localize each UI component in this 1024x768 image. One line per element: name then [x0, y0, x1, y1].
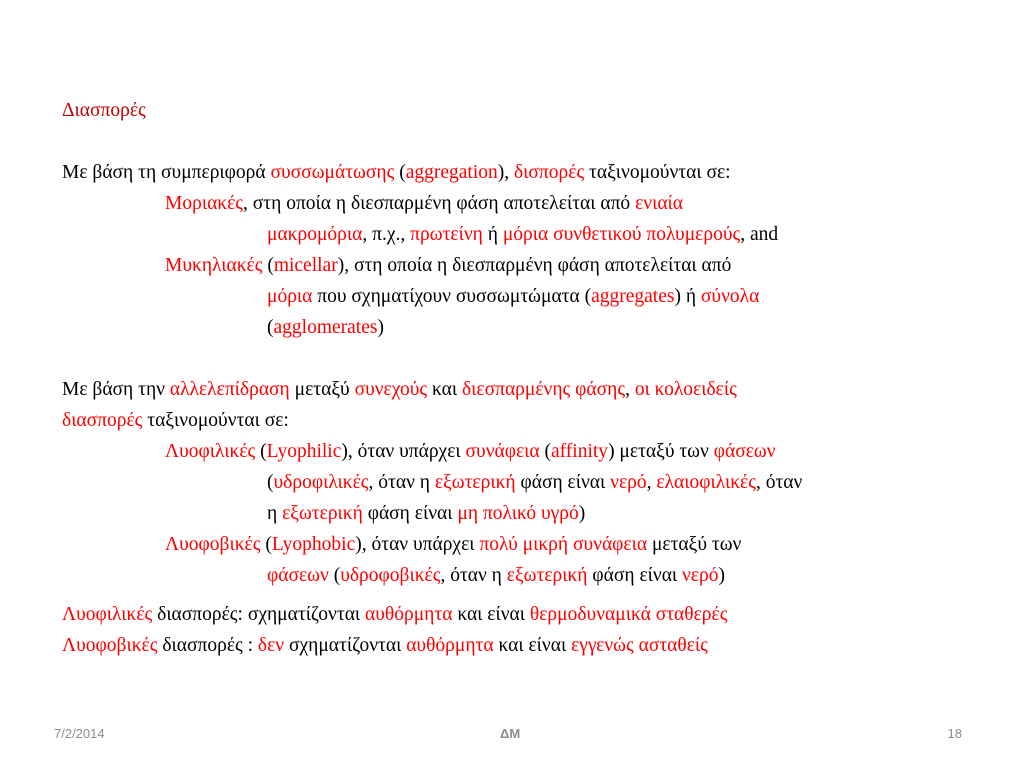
highlighted-term: agglomerates	[273, 317, 378, 338]
highlighted-term: εξωτερική	[434, 472, 516, 493]
highlighted-term: affinity	[551, 441, 609, 462]
text-run: ), όταν υπάρχει	[341, 441, 466, 462]
text-line	[62, 529, 982, 560]
text-line	[62, 312, 982, 343]
text-run: ,	[646, 472, 657, 493]
text-run: , όταν η	[440, 565, 507, 586]
text-run: διασπορές :	[157, 635, 258, 656]
text-run: Με βάση την	[62, 379, 170, 400]
highlighted-term: φάσεων	[713, 441, 776, 462]
highlighted-term: aggregation	[405, 162, 498, 183]
highlighted-term: πρωτείνη	[410, 224, 483, 245]
text-run: ή	[482, 224, 503, 245]
text-line	[62, 498, 982, 529]
highlighted-term: Λυοφιλικές	[165, 441, 256, 462]
text-line	[62, 560, 982, 591]
text-line	[62, 405, 982, 436]
text-run: )	[578, 503, 586, 524]
highlighted-term: Lyophobic	[271, 534, 356, 555]
text-run: , π.χ.,	[362, 224, 411, 245]
highlighted-term: Λυοφιλικές	[62, 604, 153, 625]
text-run: , and	[740, 224, 779, 245]
highlighted-term: θερμοδυναμικά σταθερές	[529, 604, 728, 625]
highlighted-term: εγγενώς ασταθείς	[571, 635, 708, 656]
text-run: ),	[497, 162, 514, 183]
text-run: η	[267, 503, 283, 524]
text-run: (	[267, 317, 274, 338]
text-run: μεταξύ των	[647, 534, 742, 555]
highlighted-term: διασπορές	[62, 410, 143, 431]
text-line	[62, 374, 982, 405]
text-run: (	[260, 534, 272, 555]
highlighted-term: μη πολικό υγρό	[457, 503, 579, 524]
highlighted-term: αυθόρμητα	[406, 635, 494, 656]
text-run: Με βάση τη συμπεριφορά	[62, 162, 271, 183]
text-run: ), στη οποία η διεσπαρμένη φάση αποτελείται από	[337, 255, 732, 276]
highlighted-term: οι κολοειδείς	[634, 379, 737, 400]
slide-body	[62, 157, 982, 661]
footer-page-number: 18	[947, 726, 962, 741]
highlighted-term: micellar	[273, 255, 338, 276]
text-line	[62, 188, 982, 219]
text-run: που σχηματίχουν συσσωμτώματα (	[312, 286, 592, 307]
text-run: και είναι	[452, 604, 530, 625]
text-run: ) μεταξύ των	[608, 441, 714, 462]
text-run: μεταξύ	[289, 379, 355, 400]
highlighted-term: μόρια	[267, 286, 313, 307]
highlighted-term: φάσεων	[267, 565, 329, 586]
text-run: φάση είναι	[587, 565, 683, 586]
text-run: διασπορές: σχηματίζονται	[152, 604, 366, 625]
text-line	[62, 467, 982, 498]
text-run: ), όταν υπάρχει	[355, 534, 480, 555]
text-line	[62, 599, 982, 630]
highlighted-term: πολύ μικρή συνάφεια	[479, 534, 648, 555]
spacer	[62, 343, 982, 374]
text-run: σχηματίζονται	[284, 635, 407, 656]
text-run: ταξινομούνται σε:	[584, 162, 731, 183]
highlighted-term: νερό	[682, 565, 719, 586]
text-line	[62, 436, 982, 467]
highlighted-term: υδροφιλικές	[273, 472, 369, 493]
highlighted-term: αλλελεπίδραση	[169, 379, 290, 400]
highlighted-term: Μοριακές	[165, 193, 244, 214]
text-run: , όταν η	[368, 472, 435, 493]
text-run: (	[328, 565, 341, 586]
text-run: (	[255, 441, 267, 462]
highlighted-term: συσσωμάτωσης	[270, 162, 395, 183]
text-run: )	[377, 317, 384, 338]
footer-date: 7/2/2014	[54, 726, 105, 741]
text-run: , στη οποία η διεσπαρμένη φάση αποτελείται από	[243, 193, 636, 214]
text-run: (	[539, 441, 552, 462]
highlighted-term: δεν	[257, 635, 285, 656]
text-run: ταξινομούνται σε:	[142, 410, 289, 431]
highlighted-term: μακρομόρια	[267, 224, 363, 245]
highlighted-term: υδροφοβικές	[340, 565, 441, 586]
highlighted-term: Lyophilic	[266, 441, 342, 462]
text-run: (	[262, 255, 274, 276]
highlighted-term: ελαιοφιλικές	[656, 472, 756, 493]
highlighted-term: Μυκηλιακές	[165, 255, 263, 276]
text-run: και είναι	[493, 635, 572, 656]
text-run: ) ή	[674, 286, 701, 307]
text-line	[62, 250, 982, 281]
highlighted-term: aggregates	[591, 286, 675, 307]
text-line	[62, 281, 982, 312]
text-run: (	[267, 472, 274, 493]
highlighted-term: Λυοφοβικές	[62, 635, 158, 656]
slide-title: Διασπορές	[62, 100, 146, 121]
footer-author: ΔΜ	[500, 726, 521, 741]
text-run: φάση είναι	[362, 503, 458, 524]
text-run: , όταν	[755, 472, 803, 493]
text-line	[62, 219, 982, 250]
highlighted-term: νερό	[610, 472, 647, 493]
highlighted-term: δισπορές	[513, 162, 585, 183]
highlighted-term: συνεχούς	[354, 379, 428, 400]
highlighted-term: Λυοφοβικές	[165, 534, 261, 555]
spacer	[62, 591, 982, 599]
slide-content	[62, 95, 982, 661]
highlighted-term: αυθόρμητα	[365, 604, 453, 625]
text-run: (	[394, 162, 406, 183]
spacer	[62, 126, 982, 157]
text-line	[62, 630, 982, 661]
highlighted-term: εξωτερική	[282, 503, 363, 524]
text-run: φάση είναι	[515, 472, 611, 493]
text-run: ,	[625, 379, 635, 400]
highlighted-term: σύνολα	[700, 286, 760, 307]
highlighted-term: διεσπαρμένης φάσης	[461, 379, 626, 400]
text-run: και	[427, 379, 462, 400]
highlighted-term: μόρια συνθετικού πολυμερούς	[502, 224, 741, 245]
highlighted-term: συνάφεια	[465, 441, 540, 462]
highlighted-term: ενιαία	[635, 193, 683, 214]
text-run: )	[718, 565, 726, 586]
text-line	[62, 157, 982, 188]
highlighted-term: εξωτερική	[506, 565, 588, 586]
